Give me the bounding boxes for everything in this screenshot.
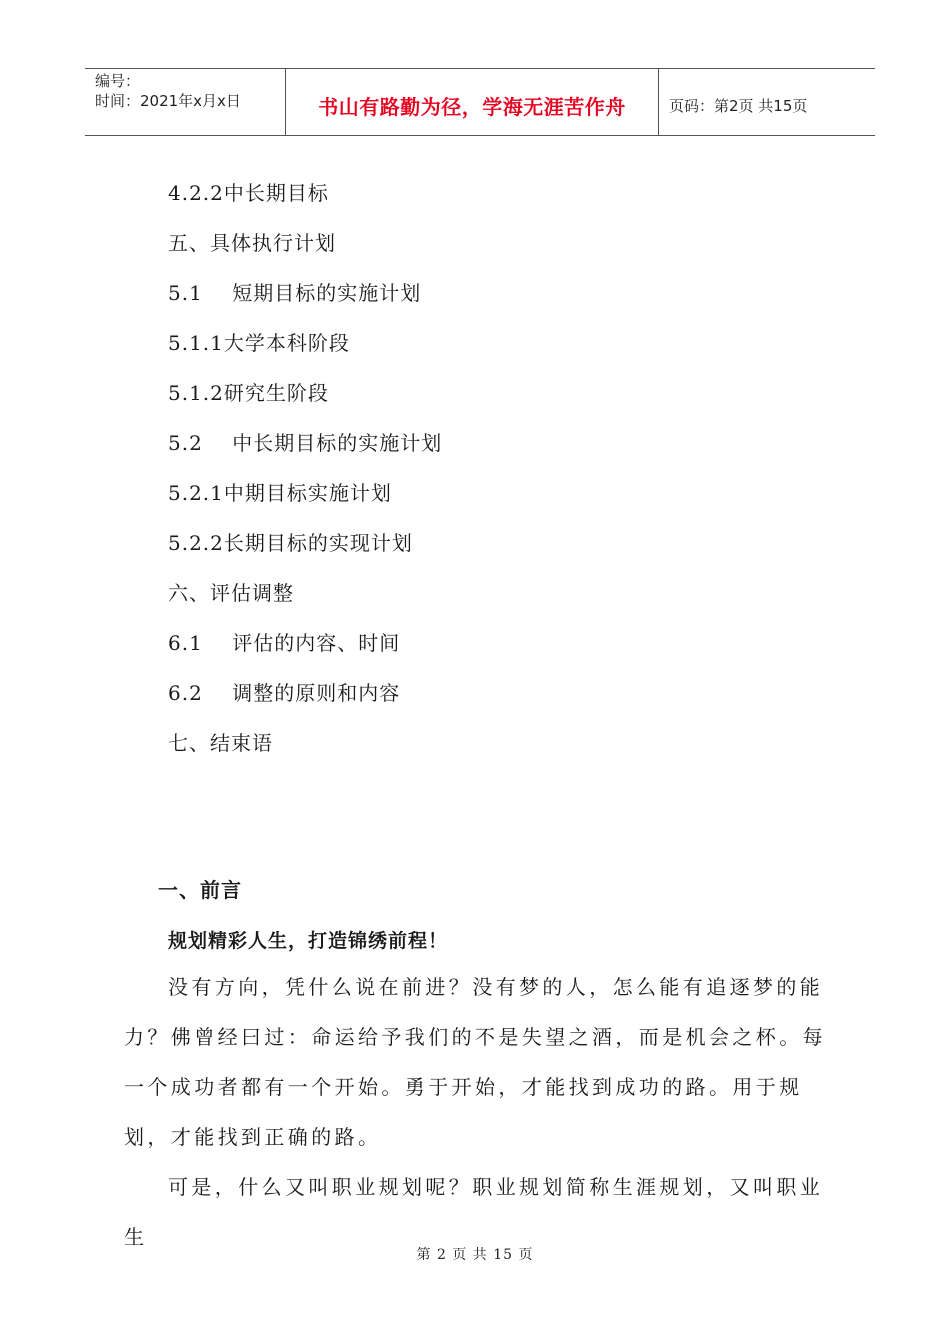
page-header — [85, 68, 875, 136]
document-number-label: 编号： — [95, 72, 141, 90]
page-footer: 第 2 页 共 15 页 — [416, 1247, 534, 1263]
toc-item: 4.2.2中长期目标 — [168, 181, 329, 205]
toc-item: 5.2.1中期目标实施计划 — [168, 481, 392, 505]
toc-item: 五、具体执行计划 — [168, 231, 336, 255]
document-time-label: 时间：2021年x月x日 — [95, 92, 241, 110]
header-meta — [85, 69, 285, 135]
toc-item: 七、结束语 — [168, 731, 273, 755]
toc-item: 5.1 短期目标的实施计划 — [168, 281, 422, 305]
toc-item: 6.1 评估的内容、时间 — [168, 631, 401, 655]
toc-item: 5.1.1大学本科阶段 — [168, 331, 350, 355]
table-of-contents — [168, 178, 442, 778]
body-paragraph: 没有方向，凭什么说在前进？没有梦的人，怎么能有追逐梦的能力？佛曾经曰过：命运给予我们的不是失望之酒，而是机会之杯。每一个成功者都有一个开始。勇于开始，才能找到成功的路。用于规划，才能找到正确的路。 — [124, 975, 826, 1149]
toc-item: 6.2 调整的原则和内容 — [168, 681, 401, 705]
toc-item: 六、评估调整 — [168, 581, 294, 605]
toc-item: 5.1.2研究生阶段 — [168, 381, 329, 405]
section-title: 一、前言 — [158, 878, 242, 902]
header-motto: 书山有路勤为径，学海无涯苦作舟 — [285, 69, 659, 135]
toc-item: 5.2.2长期目标的实现计划 — [168, 531, 413, 555]
header-page-info: 页码：第2页 共15页 — [669, 96, 808, 115]
section-subtitle: 规划精彩人生，打造锦绣前程！ — [168, 930, 449, 952]
toc-item: 5.2 中长期目标的实施计划 — [168, 431, 443, 455]
body-paragraph: 可是，什么又叫职业规划呢？职业规划简称生涯规划，又叫职业生 — [124, 1175, 824, 1249]
